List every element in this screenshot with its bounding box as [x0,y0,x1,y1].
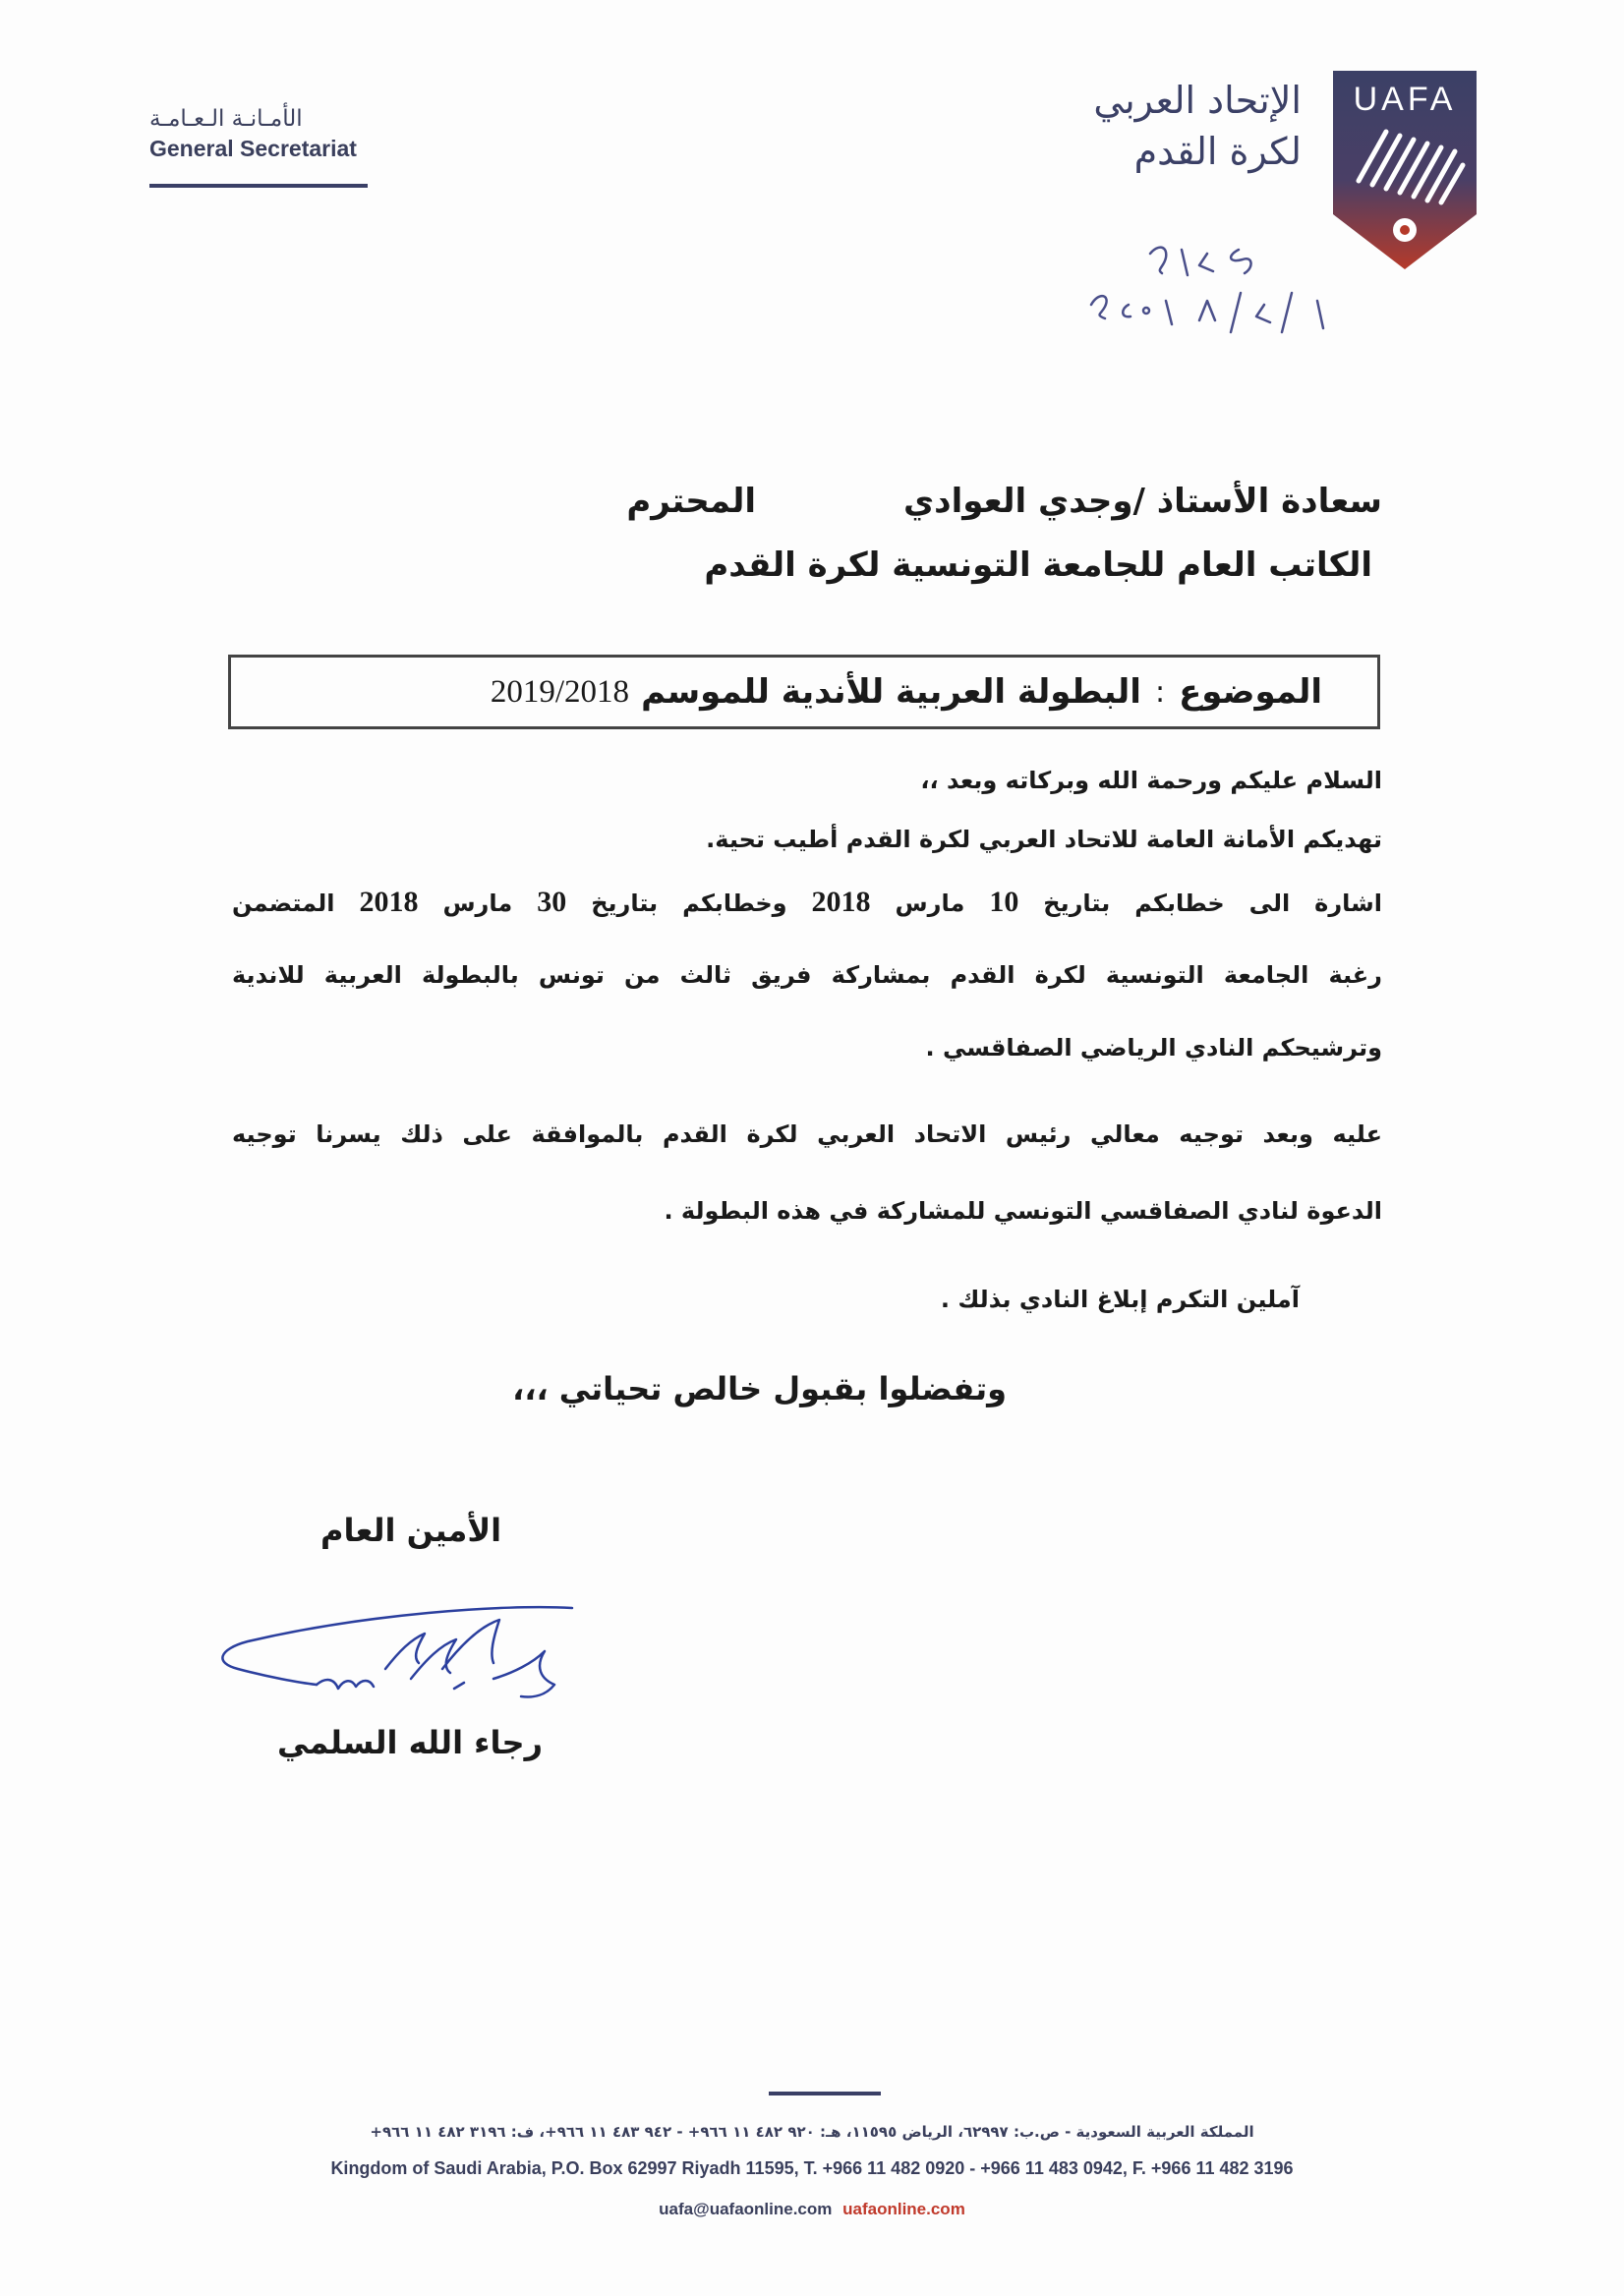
logo-text: UAFA [1353,81,1457,118]
footer-email-link[interactable]: uafa@uafaonline.com [659,2200,833,2218]
approval-line-1: عليه وبعد توجيه معالي رئيس الاتحاد العربي لكرة القدم بالموافقة على ذلك يسرنا توجيه [232,1120,1382,1148]
secretariat-block [149,106,376,188]
addressee-block [399,472,1382,596]
addressee-honorific: المحترم [626,482,757,521]
addressee-name-row [399,472,1382,531]
footer-address-arabic: المملكة العربية السعودية - ص.ب: ٦٢٩٩٧، الرياض ١١٥٩٥، هـ: ٩٢٠ ٤٨٢ ١١ ٩٦٦+ - ٩٤٢ ٤٨٣ ١١ ٩٦٦+، ف: ٣١٩٦ ٤٨٢ ١١ ٩٦٦+ [370,2123,1254,2141]
subject-separator: : [1154,674,1166,710]
ref-day-1: 10 [989,886,1019,918]
intro-paragraph [232,808,1382,871]
request-line: آملين التكرم إبلاغ النادي بذلك . [940,1286,1300,1313]
greeting-paragraph [232,749,1382,812]
org-name-line1: الإتحاد العربي [1093,79,1302,122]
footer-address-english: Kingdom of Saudi Arabia, P.O. Box 62997 Riyadh 11595, T. +966 11 482 0920 - +966 11 483 0942, F. +966 11 482 3196 [330,2158,1294,2178]
approval-line-2: الدعوة لنادي الصفاقسي التونسي للمشاركة في هذه البطولة . [664,1197,1382,1225]
footer-divider [769,2092,881,2095]
handwritten-reference [1072,232,1425,340]
org-name-block [1093,75,1302,177]
reference-paragraph [232,871,1382,1079]
subject-season: 2019/2018 [490,673,630,710]
signatory-name: رجاء الله السلمي [277,1724,544,1761]
ref-month-1: مارس [895,890,965,917]
ref-text-a: اشارة الى خطابكم بتاريخ [1043,890,1382,917]
ref-text-c: وخطابكم بتاريخ [591,890,787,917]
request-paragraph [415,1268,1300,1331]
subject-label: الموضوع [1179,672,1322,712]
secretariat-arabic: الأمـانـة الـعـامـة [149,106,303,132]
ref-month-2: مارس [442,890,513,917]
greeting-line: السلام عليكم ورحمة الله وبركاته وبعد ،، [920,767,1382,794]
footer-website-link[interactable]: uafaonline.com [842,2200,965,2218]
secretariat-english: General Secretariat [149,136,357,161]
ref-year-1: 2018 [811,886,871,918]
approval-paragraph [232,1103,1382,1242]
reference-line-1 [232,871,1382,934]
subject-box [228,655,1380,729]
intro-line: تهديكم الأمانة العامة للاتحاد العربي لكرة القدم أطيب تحية. [706,826,1382,853]
addressee-title: الكاتب العام للجامعة التونسية لكرة القدم [704,545,1372,585]
ref-text-e: المتضمن [232,890,335,917]
signatory-title: الأمين العام [320,1512,502,1549]
reference-line-2: رغبة الجامعة التونسية لكرة القدم بمشاركة فريق ثالث من تونس بالبطولة العربية للاندية [232,961,1382,989]
org-name-line2: لكرة القدم [1133,130,1302,173]
ref-year-2: 2018 [359,886,419,918]
signature-scribble [208,1590,582,1728]
footer-contact [0,2200,1624,2219]
subject-title: البطولة العربية للأندية للموسم [641,672,1141,712]
addressee-name: سعادة الأستاذ /وجدي العوادي [903,482,1382,521]
secretariat-underline [149,184,368,188]
ref-day-2: 30 [537,886,567,918]
reference-line-3: وترشيحكم النادي الرياضي الصفاقسي . [925,1034,1382,1062]
closing-line: وتفضلوا بقبول خالص تحياتي ،،، [512,1370,1007,1407]
